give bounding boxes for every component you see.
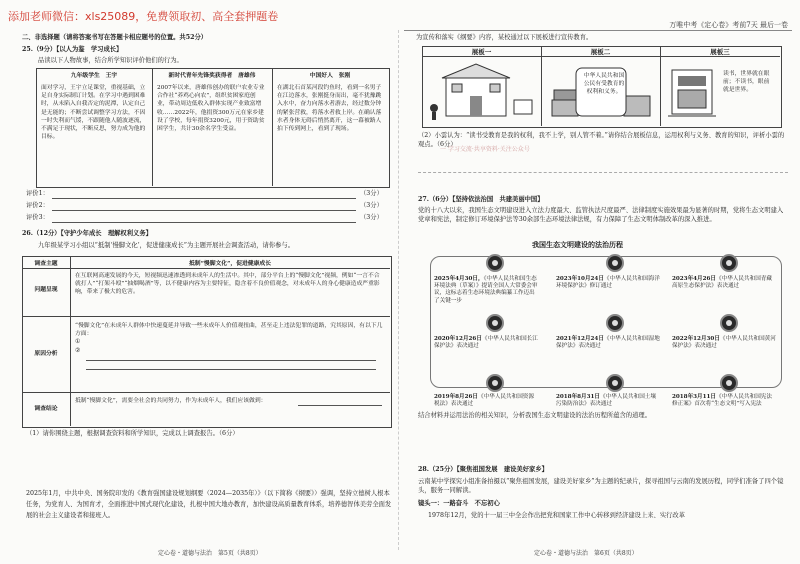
eval-label: 评价2： <box>26 202 49 209</box>
row-text-conclusion: 抵制“慢脚文化”，需要全社会的共同努力，作为未成年人，我们应该做到： <box>75 398 267 404</box>
section-title: 二、非选择题（请将答案书写在答题卡相应题号的位置。共52分） <box>22 34 208 41</box>
row-text-cause: “慢脚文化”在未成年人群体中快速蔓延并导致一些未成年人价值观扭曲，甚至走上违法犯罪的道路，究其原因，有以下几方面： ① ② <box>75 323 383 354</box>
page-footer-left: 定心卷・道德与法治 第5页（共8页） <box>158 550 262 557</box>
divider <box>22 392 390 393</box>
q28-title: 28.（25分）【聚焦祖国发展 建设美好家乡】 <box>418 466 548 473</box>
panel-1-title: 展板一 <box>471 48 492 56</box>
q28-intro: 云南某中学探究小组准备拍摄以“聚焦祖国发展，建设美好家乡”为主题的纪录片，探寻祖国与云南的发展历程，同学们准备了四个镜头，服务一同解读。 <box>418 478 784 494</box>
divider <box>272 68 273 186</box>
q26-title: 26.（12分）【守护少年成长 理解权利义务】 <box>22 230 152 237</box>
q2-text: （2）小雲认为：“读书受教育是我的权利，我不上学，别人管不着。”请你结合展板信息，运用权利与义务、教育的知识，评析小雲的观点。（6分） <box>418 132 785 148</box>
panel-3-caption: 读书，世界就在眼前；不读书，眼前就是世界。 <box>723 71 770 94</box>
milestone-medal-icon <box>720 254 738 272</box>
table-head-topic: 调查主题 <box>34 261 58 267</box>
timeline-item: 2018年8月31日《中华人民共和国土壤污染防治法》表决通过 <box>556 394 656 408</box>
card-body-wangyu: 面对学习，王宇立足课堂，重视基础，立足自身实际制订计划。在学习中遇到困难时，从未陷入自我否定的泥潭，认定自己是无能的；不断尝试调整学习方法，不因一时失利而气馁，不跟随他人随波逐流，不满足于现状，不断反思，努力成为他的目标。 <box>41 85 146 141</box>
divider <box>422 56 780 57</box>
q26-intro: 九年级某学习小组以“抵制‘慢脚文化’，促进健康成长”为主题开展社会调查活动，请你参与。 <box>38 242 295 249</box>
row-label-cause: 原因分析 <box>34 351 58 357</box>
milestone-medal-icon <box>606 314 624 332</box>
milestone-medal-icon <box>720 374 738 392</box>
divider <box>22 316 390 317</box>
q25-intro: 品读以下人物故事，结合所学知识评价他们的行为。 <box>38 57 183 64</box>
q26-task: （1）请你围绕主题，根据调查资料和所学知识，完成以上调查报告。（6分） <box>26 430 239 437</box>
q27-task: 结合材料并运用法治的相关知识，分析我国生态文明建设的法治历程所蕴含的道理。 <box>418 412 788 421</box>
answer-line[interactable] <box>86 369 376 370</box>
answer-line[interactable] <box>52 222 356 223</box>
row-label-conclusion: 调查结论 <box>34 406 58 412</box>
left-page <box>8 0 396 564</box>
q27-intro: 党的十八大以来，我国生态文明建设进入立法力度最大、监管执法尺度最严、法律制度实施效果最为显著的时期，党将生态文明建入党章和宪法，制定修订环境保护法等30余部生态环境法律法规，有力保障了生态文明体制改革的深入推进。 <box>418 207 784 223</box>
table-head-theme: 抵制“慢脚文化”，促进健康成长 <box>188 261 272 267</box>
milestone-medal-icon <box>486 374 504 392</box>
timeline-item: 2021年12月24日《中华人民共和国湿地保护法》表决通过 <box>556 336 660 350</box>
eval-label: 评价1： <box>26 190 49 197</box>
card-title-tangxiongwei: 新时代青年先锋奖获得者 唐雄伟 <box>168 73 256 79</box>
q27-title: 27.（6分）【坚持依法治国 共建美丽中国】 <box>418 196 544 203</box>
q28-shot-title: 镜头一：一路奋斗 不忘初心 <box>418 500 500 507</box>
eval-score: （3分） <box>360 190 383 197</box>
timeline-item: 2018年3月11日《中华人民共和国宪法修正案》首次将“生态文明”写入宪法 <box>672 394 772 408</box>
eval-label: 评价3： <box>26 214 49 221</box>
answer-line[interactable] <box>52 210 356 211</box>
timeline-title: 我国生态文明建设的法治历程 <box>532 240 623 249</box>
card-body-zhanggang: 在湖北石首某河段钓鱼时，看到一名男子在江边落水，张刚挺身而出，毫不犹豫跳入水中，奋力向落水者游去，经过数分钟的紧张营救，将落水者救上岸。在确认落水者身体无碍后悄然离开，这一幕被路人拍下传到网上，看到了现场。 <box>277 85 382 133</box>
running-head: 万唯中考《定心卷》考前7天 最后一卷 <box>669 21 788 29</box>
divider <box>541 46 542 126</box>
card-body-tangxiongwei: 2007年以来，唐雄伟创办的联户农业专业合作社“养鸡心向农”，组织贫困家庭创业，带动周边低收入群体实现产业致富增收……2022年，他捐资300万元在家乡建设了学校，每年捐资3200元，用于资助贫困学生，共计30余名学生受益。 <box>157 85 265 133</box>
milestone-medal-icon <box>486 254 504 272</box>
right-page <box>404 0 792 564</box>
timeline-item: 2023年10月24日《中华人民共和国海洋环境保护法》修订通过 <box>556 276 660 290</box>
answer-line[interactable] <box>52 198 356 199</box>
card-title-zhanggang: 中国好人 张刚 <box>309 73 351 79</box>
timeline-item: 2019年8月26日《中华人民共和国资源税法》表决通过 <box>434 394 534 408</box>
timeline-item: 2022年12月30日《中华人民共和国黄河保护法》表决通过 <box>672 336 776 350</box>
milestone-medal-icon <box>486 314 504 332</box>
divider <box>152 68 153 186</box>
answer-line[interactable] <box>86 360 376 361</box>
q28-shot-text: 1978年12月，党的十一届三中全会作出把党和国家工作中心转移到经济建设上来、实行改革 <box>428 512 686 519</box>
eval-score: （3分） <box>360 214 383 221</box>
card-title-wangyu: 九年级学生 王宇 <box>70 73 118 79</box>
milestone-medal-icon <box>720 314 738 332</box>
watermark: 添加老师微信：xls25089，免费领取初、高全套押题卷 <box>8 10 279 23</box>
panel-2-caption: 中华人民共和国公民有受教育的权利和义务。 <box>583 73 625 96</box>
right-top-text: 为宣传和落实《纲要》内容，某校通过以下展板进行宣传教育。 <box>416 34 593 41</box>
milestone-medal-icon <box>606 254 624 272</box>
eval-score: （3分） <box>360 202 383 209</box>
divider <box>660 46 661 126</box>
timeline-item: 2023年4月26日《中华人民共和国青藏高原生态保护法》表决通过 <box>672 276 772 290</box>
row-label-problem: 问题呈现 <box>34 287 58 293</box>
divider <box>70 256 71 426</box>
school-building-illustration <box>426 60 536 122</box>
bottom-paragraph: 2025年1月，中共中央、国务院印发的《教育强国建设规划纲要（2024—2035年）》（以下简称《纲要》）强调，坚持立德树人根本任务，为党育人、为国育才，全面推进中国式现代化建设，扎根中国大地办教育，加快建设高质量教育体系，培养德智体美劳全面发展的社会主义建设者和接班人。 <box>26 490 392 519</box>
faint-watermark: 一 学习交流·共享资料·关注公众号 <box>440 146 530 153</box>
milestone-medal-icon <box>606 374 624 392</box>
page-footer-right: 定心卷・道德与法治 第6页（共8页） <box>534 550 638 557</box>
q25-title: 25.（9分）【以人为鉴 学习成长】 <box>22 46 123 53</box>
panel-3-title: 展板三 <box>710 48 730 56</box>
dashed-separator <box>418 172 788 173</box>
row-text-problem: 在互联网高速发展的今天，短视频迅速渗透到未成年人的生活中。其中，部分平台上的“慢脚文化”视频，例如“一言不合就打人”“打架斗殴”“抽烟喝酒”等，以不健康内容为主要特征，隐含着不良价值观念，对未成年人的身心健康造成严重影响，带来了极大的危害。 <box>75 273 380 296</box>
timeline-item: 2025年4月30日，《中华人民共和国生态环境法典（草案）》提请全国人大常委会审议，这标志着生态环境法典编纂工作迈出了关键一步 <box>434 276 538 304</box>
answer-line[interactable] <box>298 405 382 406</box>
timeline-item: 2020年12月26日《中华人民共和国长江保护法》表决通过 <box>434 336 538 350</box>
panel-2-title: 展板二 <box>590 48 611 56</box>
page-gutter <box>398 30 399 550</box>
